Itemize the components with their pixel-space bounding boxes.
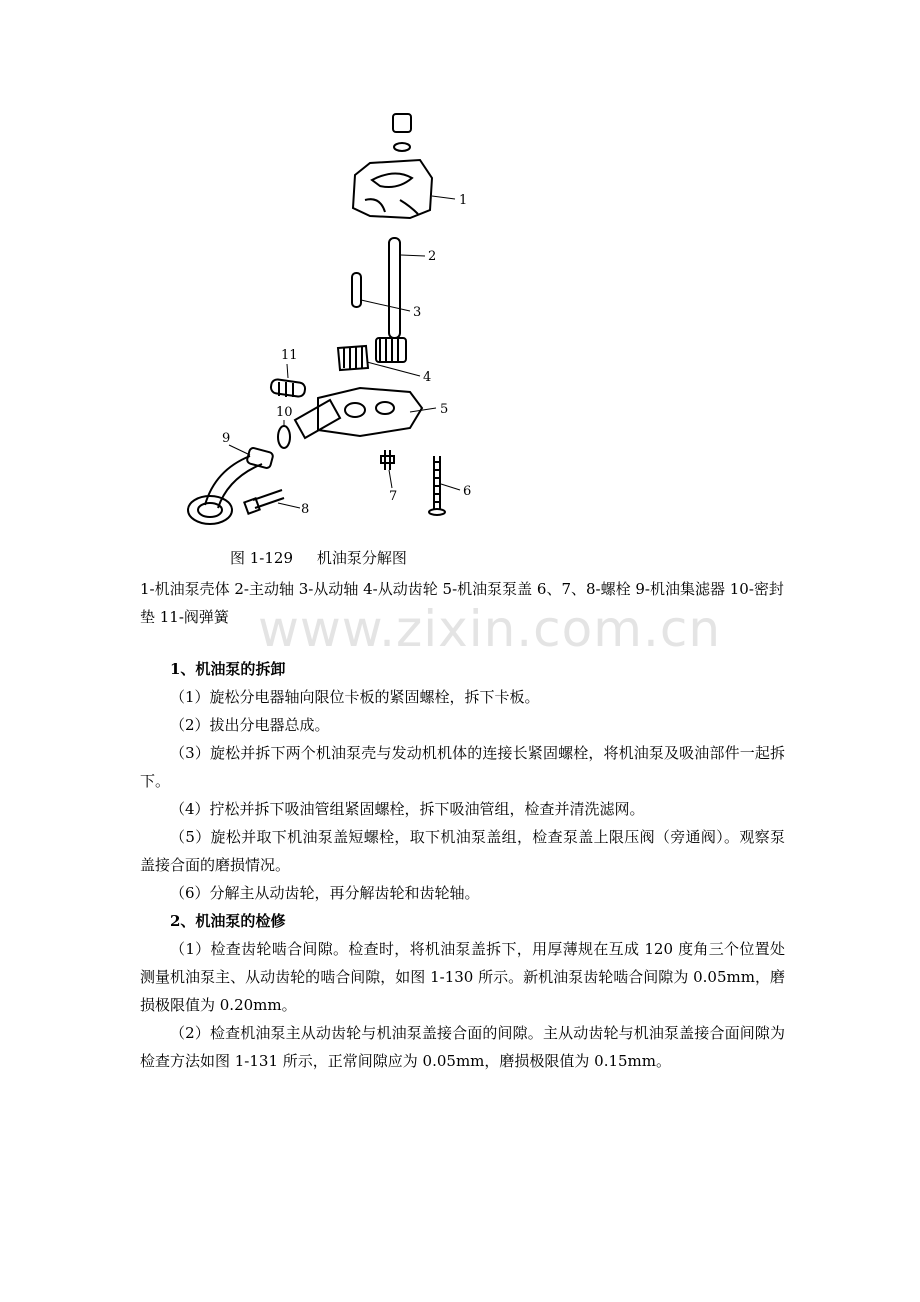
paragraph: （3）旋松并拆下两个机油泵壳与发动机机体的连接长紧固螺栓，将机油泵及吸油部件一起拆下。 xyxy=(140,744,785,790)
label-1: 1 xyxy=(459,193,468,208)
label-5: 5 xyxy=(440,402,449,417)
watermark: www.zixin.com.cn xyxy=(258,600,722,658)
paragraph: （4）拧松并拆下吸油管组紧固螺栓，拆下吸油管组，检查并清洗滤网。 xyxy=(170,800,645,818)
part-7-bolt xyxy=(385,450,390,470)
label-7: 7 xyxy=(389,489,398,504)
paragraph: （5）旋松并取下机油泵盖短螺栓，取下机油泵盖组，检查泵盖上限压阀（旁通阀）。观察泵盖接合面的磨损情况。 xyxy=(140,828,785,874)
part-1-pump-housing xyxy=(353,160,432,218)
part-top-cap xyxy=(393,114,411,132)
label-3: 3 xyxy=(413,305,422,320)
figure-legend: 1-机油泵壳体 2-主动轴 3-从动轴 4-从动齿轮 5-机油泵泵盖 6、7、8-螺栓 9-机油集滤器 10-密封垫 11-阀弹簧 xyxy=(140,580,784,626)
part-4-driven-gear xyxy=(338,346,368,370)
part-10-seal-gasket xyxy=(278,426,290,448)
document-body xyxy=(140,655,785,1075)
paragraph: （1）旋松分电器轴向限位卡板的紧固螺栓，拆下卡板。 xyxy=(170,688,540,706)
part-2-main-shaft xyxy=(389,238,400,338)
oil-pump-exploded-diagram xyxy=(180,100,500,540)
figure-caption: 图 1-129 机油泵分解图 xyxy=(230,549,407,567)
label-9: 9 xyxy=(222,431,231,446)
label-10: 10 xyxy=(276,405,293,420)
label-2: 2 xyxy=(428,249,437,264)
part-11-valve-spring xyxy=(270,379,306,398)
label-8: 8 xyxy=(301,502,310,517)
label-6: 6 xyxy=(463,484,472,499)
part-5-pump-cover xyxy=(318,388,422,436)
paragraph: （2）拔出分电器总成。 xyxy=(170,716,330,734)
label-4: 4 xyxy=(423,370,432,385)
paragraph: （2）检查机油泵主从动齿轮与机油泵盖接合面的间隙。主从动齿轮与机油泵盖接合面间隙为检查方法如图 1-131 所示，正常间隙应为 0.05mm，磨损极限值为 0.15mm。 xyxy=(140,1024,785,1070)
section-heading-disassembly: 1、机油泵的拆卸 xyxy=(170,660,286,678)
paragraph: （1）检查齿轮啮合间隙。检查时，将机油泵盖拆下，用厚薄规在互成 120 度角三个位置处测量机油泵主、从动齿轮的啮合间隙，如图 1-130 所示。新机油泵齿轮啮合间隙为 0.05mm，磨损极限值为 0.20mm。 xyxy=(140,940,785,1014)
part-3-driven-shaft xyxy=(352,273,361,307)
label-11: 11 xyxy=(281,348,298,363)
section-heading-inspection: 2、机油泵的检修 xyxy=(170,912,286,930)
paragraph: （6）分解主从动齿轮，再分解齿轮和齿轮轴。 xyxy=(170,884,480,902)
